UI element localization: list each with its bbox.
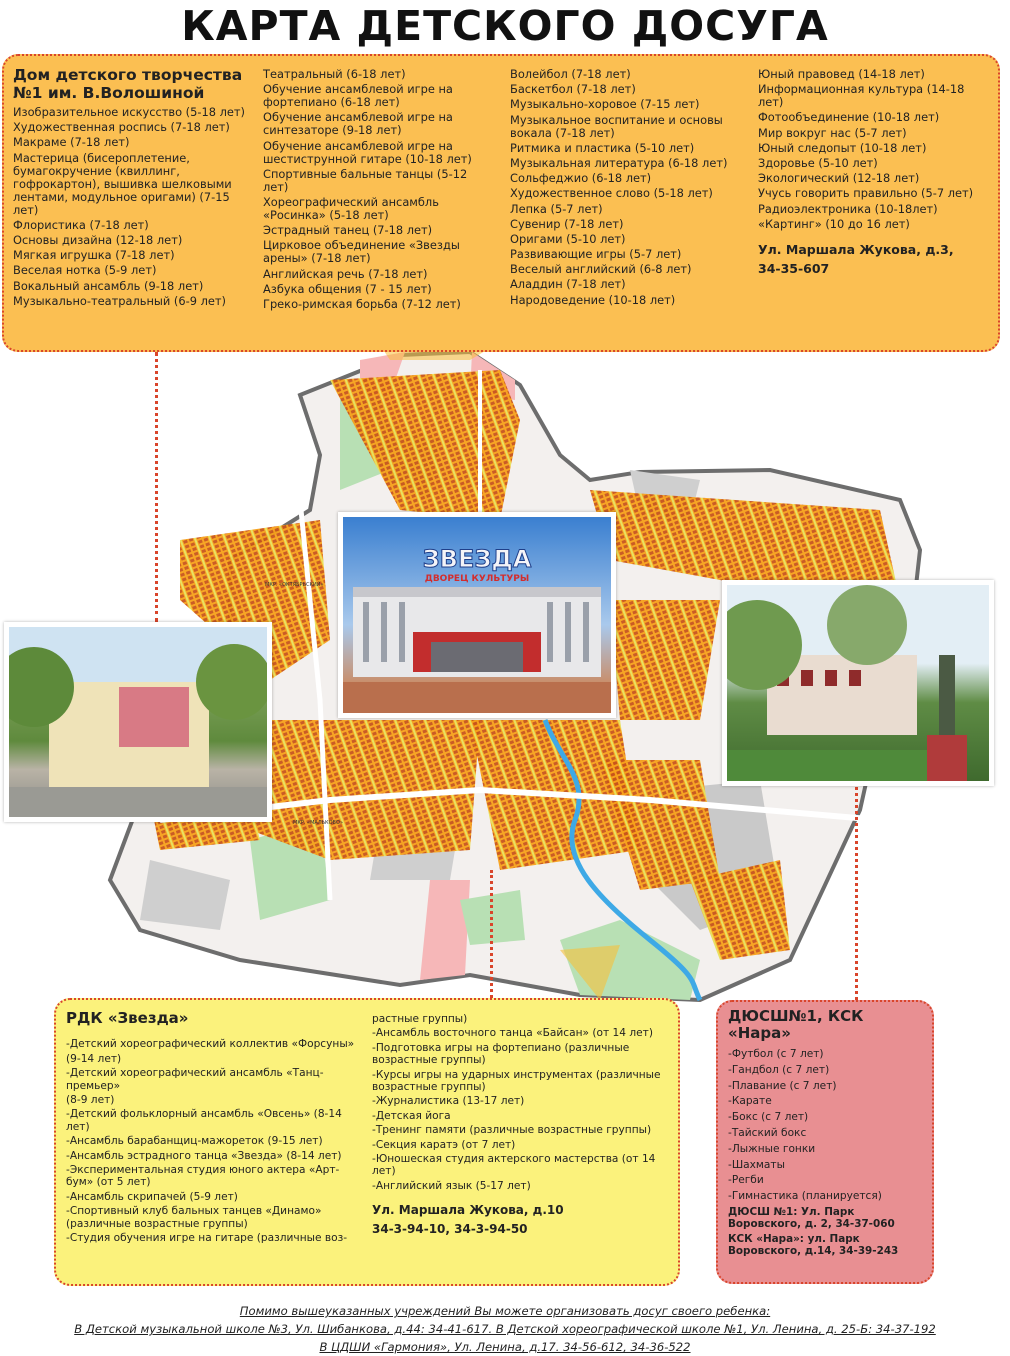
list-item: Веселый английский (6-8 лет) (510, 262, 692, 277)
ddt-column-2 (263, 68, 495, 313)
list-item: Развивающие игры (5-7 лет) (510, 247, 682, 262)
dyussh-contact: ДЮСШ №1: Ул. Парк Воровского, д. 2, 34-37-060 (728, 1205, 895, 1230)
label-oktyabrsky: МКР. «ОКТЯБРЬСКИЙ» (265, 582, 324, 588)
zvezda-subsign: ДВОРЕЦ КУЛЬТУРЫ (424, 574, 530, 584)
list-item: -Детский хореографический ансамбль «Танц-премьер» (66, 1067, 324, 1092)
rdk-column-2 (372, 1013, 664, 1240)
ddt-column-4 (758, 68, 990, 279)
ksk-nara-contact: КСК «Нара»: ул. Парк Воровского, д.14, 34-39-243 (728, 1233, 899, 1258)
list-item: -Карате (728, 1095, 772, 1108)
list-item: Экологический (12-18 лет) (758, 171, 920, 186)
rdk-phone: 34-3-94-10, 34-3-94-50 (372, 1222, 528, 1237)
list-item: -Шахматы (728, 1158, 785, 1171)
page-title: КАРТА ДЕТСКОГО ДОСУГА (181, 2, 829, 50)
list-item: Обучение ансамблевой игре на фортепиано (6-18 лет) (263, 82, 453, 110)
ddt-column-1 (13, 66, 248, 310)
list-item: Радиоэлектроника (10-18лет) (758, 201, 938, 216)
list-item: -Бокс (с 7 лет) (728, 1111, 809, 1124)
footer-line-1: Помимо вышеуказанных учреждений Вы можете организовать досуг своего ребенка: (239, 1304, 771, 1318)
label-malkovo: МКР. «МАЛЬКОВО» (293, 820, 343, 826)
list-item: -Тайский бокс (728, 1126, 807, 1139)
list-item: Обучение ансамблевой игре на синтезаторе (9-18 лет) (263, 110, 453, 138)
list-item: Музыкальная литература (6-18 лет) (510, 155, 728, 170)
photo-dyussh-building (722, 580, 994, 786)
footer (0, 1302, 1010, 1356)
list-item: -Студия обучения игре на гитаре (различные воз- (66, 1232, 348, 1245)
list-item: растные группы) (372, 1013, 468, 1025)
list-item: Сольфеджио (6-18 лет) (510, 171, 652, 186)
ddt-column-3 (510, 68, 742, 309)
list-item: -Журналистика (13-17 лет) (372, 1095, 525, 1108)
list-item: Лепка (5-7 лет) (510, 201, 603, 216)
list-item: Музыкально-хоровое (7-15 лет) (510, 97, 700, 112)
list-item: Волейбол (7-18 лет) (510, 67, 631, 81)
list-item: -Ансамбль скрипачей (5-9 лет) (66, 1190, 238, 1203)
list-item: Юный правовед (14-18 лет) (758, 67, 925, 81)
list-item: -Ансамбль восточного танца «Байсан» (от 14 лет) (372, 1027, 653, 1040)
list-item: Греко-римская борьба (7-12 лет) (263, 296, 461, 311)
list-item: -Спортивный клуб бальных танцев «Динамо» (различные возрастные группы) (66, 1205, 322, 1230)
list-item: Баскетбол (7-18 лет) (510, 82, 636, 97)
list-item: Эстрадный танец (7-18 лет) (263, 223, 433, 238)
list-item: Цирковое объединение «Звезды арены» (7-18 лет) (263, 238, 460, 266)
list-item: Английская речь (7-18 лет) (263, 266, 428, 281)
list-item: -Регби (728, 1174, 764, 1187)
list-item: Оригами (5-10 лет) (510, 231, 626, 246)
zvezda-sign: ЗВЕЗДА (422, 545, 532, 573)
footer-line-2: В Детской музыкальной школе №3, Ул. Шибанкова, д.44: 34-41-617. В Детской хореографической школе №1, Ул. Ленина, д. 25-Б: 34-37-192 (74, 1322, 936, 1336)
list-item: -Тренинг памяти (различные возрастные группы) (372, 1124, 652, 1137)
list-item: Мир вокруг нас (5-7 лет) (758, 125, 907, 140)
list-item: Информационная культура (14-18 лет) (758, 82, 965, 110)
list-item: -Английский язык (5-17 лет) (372, 1179, 531, 1192)
photo-ddt-building (4, 622, 272, 822)
list-item: Музыкальное воспитание и основы вокала (7-18 лет) (510, 112, 723, 140)
list-item: Хореографический ансамбль «Росинка» (5-18 лет) (263, 194, 439, 222)
list-item: Художественная роспись (7-18 лет) (13, 120, 230, 135)
list-item: Азбука общения (7 - 15 лет) (263, 281, 432, 296)
rdk-address-line: Ул. Маршала Жукова, д.10 (372, 1203, 564, 1218)
footer-line-3: В ЦДШИ «Гармония», Ул. Ленина, д.17. 34-56-612, 34-36-522 (319, 1340, 691, 1354)
list-item: -Ансамбль барабанщиц-мажореток (9-15 лет) (66, 1135, 323, 1148)
list-item: Ритмика и пластика (5-10 лет) (510, 140, 695, 155)
connector-line (155, 352, 158, 622)
list-item: -Курсы игры на ударных инструментах (различные возрастные группы) (372, 1068, 661, 1094)
rdk-name: РДК «Звезда» (66, 1009, 189, 1027)
list-item: «Картинг» (10 до 16 лет) (758, 216, 910, 231)
dyussh-column (728, 1008, 928, 1261)
list-item: Веселая нотка (5-9 лет) (13, 263, 157, 278)
list-item: Спортивные бальные танцы (5-12 лет) (263, 166, 468, 194)
rdk-address (372, 1202, 664, 1238)
list-item: Изобразительное искусство (5-18 лет) (13, 105, 245, 119)
list-item: Флористика (7-18 лет) (13, 217, 149, 232)
list-item: Аладдин (7-18 лет) (510, 277, 626, 292)
list-item: -Детская йога (372, 1109, 451, 1122)
dyussh-name: ДЮСШ№1, КСК «Нара» (728, 1007, 864, 1042)
list-item: Учусь говорить правильно (5-7 лет) (758, 186, 974, 201)
ddt-phone: 34-35-607 (758, 260, 830, 276)
list-item: Мягкая игрушка (7-18 лет) (13, 248, 175, 263)
list-item: Макраме (7-18 лет) (13, 135, 130, 150)
list-item: (9-14 лет) (66, 1052, 122, 1065)
ddt-name: Дом детского творчества №1 им. В.Волошиной (13, 66, 243, 102)
list-item: Театральный (6-18 лет) (263, 67, 406, 81)
ddt-address (758, 241, 990, 277)
ddt-address-line: Ул. Маршала Жукова, д.3, (758, 241, 954, 257)
list-item: Народоведение (10-18 лет) (510, 292, 676, 307)
list-item: -Футбол (с 7 лет) (728, 1048, 824, 1060)
list-item: -Секция каратэ (от 7 лет) (372, 1138, 516, 1151)
rdk-column-1 (66, 1009, 356, 1247)
photo-zvezda-palace (338, 512, 616, 718)
list-item: Здоровье (5-10 лет) (758, 155, 878, 170)
list-item: -Детский фольклорный ансамбль «Овсень» (8-14 лет) (66, 1108, 342, 1133)
connector-line (855, 780, 858, 1000)
list-item: Юный следопыт (10-18 лет) (758, 140, 927, 155)
list-item: Мастерица (бисероплетение, бумагокручение (квиллинг, гофрокартон), вышивка шелковыми лентами, модульное оригами) (7-15 лет) (13, 150, 232, 217)
connector-line (490, 870, 493, 998)
list-item: -Подготовка игры на фортепиано (различные возрастные группы) (372, 1041, 630, 1067)
list-item: -Плавание (с 7 лет) (728, 1079, 837, 1092)
list-item: Фотообъединение (10-18 лет) (758, 110, 940, 125)
list-item: -Ансамбль эстрадного танца «Звезда» (8-14 лет) (66, 1149, 342, 1162)
list-item: -Экспериментальная студия юного актера «Арт-бум» (от 5 лет) (66, 1164, 340, 1189)
list-item: (8-9 лет) (66, 1094, 115, 1107)
list-item: -Гимнастика (планируется) (728, 1190, 882, 1203)
list-item: -Детский хореографический коллектив «Форсуны» (66, 1038, 355, 1051)
list-item: -Лыжные гонки (728, 1142, 816, 1155)
list-item: Сувенир (7-18 лет) (510, 216, 624, 231)
list-item: Обучение ансамблевой игре на шестиструнной гитаре (10-18 лет) (263, 138, 472, 166)
list-item: Музыкально-театральный (6-9 лет) (13, 293, 226, 308)
list-item: Основы дизайна (12-18 лет) (13, 232, 183, 247)
list-item: -Гандбол (с 7 лет) (728, 1063, 830, 1076)
list-item: Художественное слово (5-18 лет) (510, 186, 713, 201)
list-item: -Юношеская студия актерского мастерства (от 14 лет) (372, 1153, 656, 1178)
list-item: Вокальный ансамбль (9-18 лет) (13, 278, 204, 293)
